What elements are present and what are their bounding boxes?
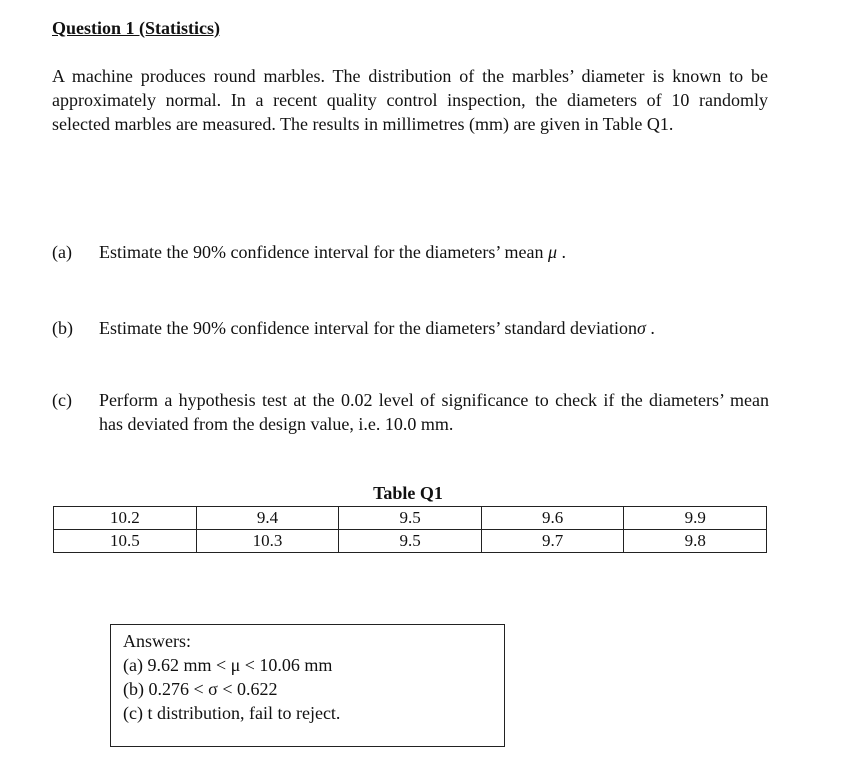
question-intro: A machine produces round marbles. The distribution of the marbles’ diameter is known to be approximately normal. In a recent quality control inspection, the diameters of 10 randomly selected marbles are measured. The results in millimetres (mm) are given in Table Q1. — [52, 66, 768, 134]
answer-b: (b) 0.276 < σ < 0.622 — [123, 679, 278, 699]
part-b-suffix: . — [645, 318, 655, 338]
part-a-suffix: . — [557, 242, 567, 262]
table-cell: 9.4 — [196, 507, 339, 530]
mu-symbol: μ — [547, 242, 558, 262]
table-cell: 10.2 — [54, 507, 197, 530]
part-b-label: (b) — [52, 318, 73, 338]
table-cell: 9.8 — [624, 530, 767, 553]
table-cell: 9.6 — [481, 507, 624, 530]
table-cell: 9.7 — [481, 530, 624, 553]
answer-c: (c) t distribution, fail to reject. — [123, 703, 341, 723]
table-cell: 9.5 — [339, 507, 482, 530]
answers-box — [110, 624, 505, 747]
part-c-label: (c) — [52, 390, 72, 410]
part-b-text — [99, 316, 769, 340]
answers-heading: Answers: — [123, 631, 191, 651]
part-b-body: Estimate the 90% confidence interval for the diameters’ standard deviation — [99, 318, 637, 338]
table-cell: 9.5 — [339, 530, 482, 553]
answer-a: (a) 9.62 mm < μ < 10.06 mm — [123, 655, 333, 675]
table-caption — [0, 483, 858, 504]
part-a-body: Estimate the 90% confidence interval for the diameters’ mean — [99, 242, 544, 262]
question-title: Question 1 (Statistics) — [52, 18, 220, 38]
table-caption-text: Table Q1 — [373, 483, 443, 503]
part-a-label: (a) — [52, 242, 72, 262]
part-a-text — [99, 240, 769, 264]
table-cell: 10.5 — [54, 530, 197, 553]
table-row — [54, 530, 767, 553]
sigma-symbol: σ — [636, 318, 646, 338]
table-cell: 9.9 — [624, 507, 767, 530]
data-table — [53, 506, 767, 553]
table-row — [54, 507, 767, 530]
table-cell: 10.3 — [196, 530, 339, 553]
part-c-text: Perform a hypothesis test at the 0.02 level of significance to check if the diameters’ mean has deviated from the design value, i.e. 10.0 mm. — [99, 390, 769, 434]
